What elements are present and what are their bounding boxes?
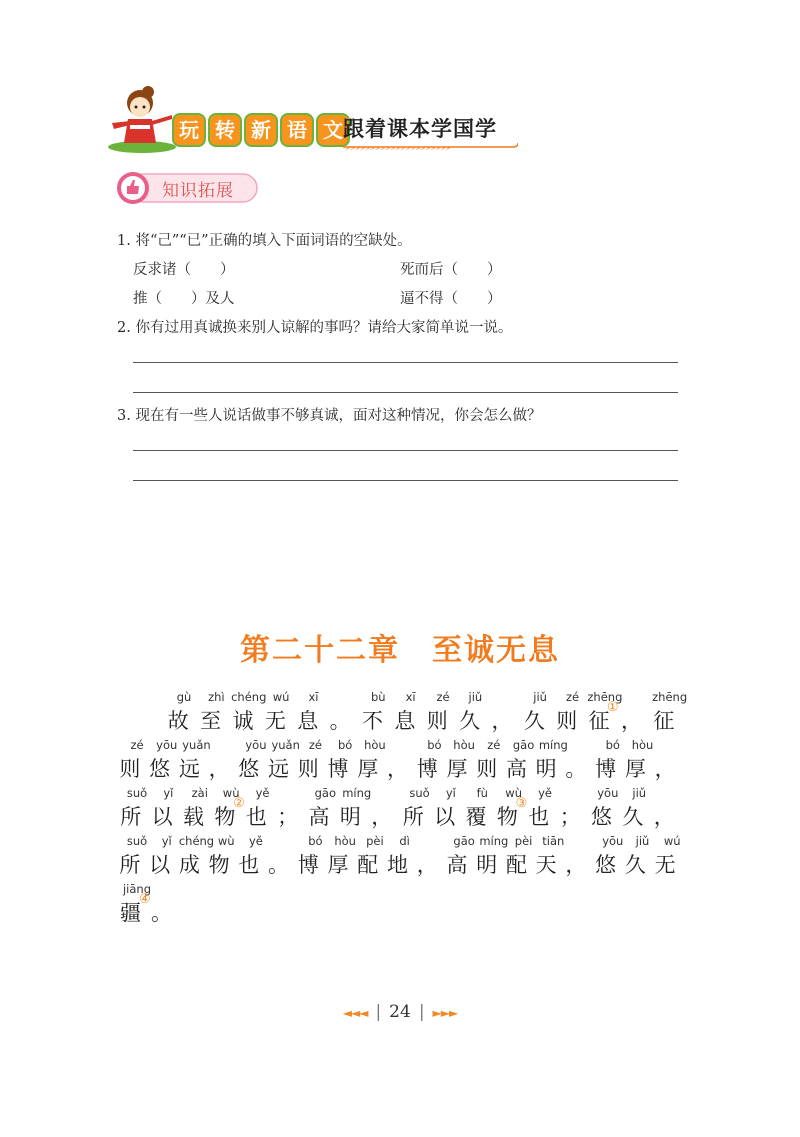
hanzi: 地 [386,853,408,877]
hanzi: 息 [297,709,319,733]
fill-item: 逼不得（ ） [400,291,502,307]
question-3: 3. 现在有一些人说话做事不够真诚，面对这种情况，你会怎么做？ [117,408,542,424]
text-line [0,834,800,882]
hanzi: 。 [565,757,587,781]
hanzi: 。 [151,901,172,925]
pinyin: wù [505,786,522,800]
pinyin: wú [272,690,290,704]
pinyin: jiǔ [635,834,650,848]
question-1: 1. 将“己”“已”正确的填入下面词语的空缺处。 [117,233,412,249]
hanzi: 久 [624,853,646,877]
hanzi: 配 [357,853,379,877]
hanzi: 明 [339,805,361,829]
pinyin: jiāng [122,882,152,896]
brand-char: 语 [280,113,314,147]
pinyin: zé [308,738,322,752]
chapter-title: 第二十二章 至诚无息 [240,633,560,668]
brand-char: 新 [244,113,278,147]
header-subtitle: 跟着课本学国学 [343,117,497,141]
pinyin: pèi [366,834,384,848]
hanzi: 博 [416,757,438,781]
hanzi: ， [653,805,675,829]
pinyin: xī [405,690,416,704]
brand-char: 玩 [172,113,206,147]
hanzi: 则 [476,757,498,781]
pinyin: zé [436,690,450,704]
question-2: 2. 你有过用真诚换来别人谅解的事吗？请给大家简单说一说。 [117,320,513,336]
pinyin: suǒ [409,786,430,800]
hanzi: 以 [151,805,173,829]
pinyin: gù [176,690,192,704]
hanzi: 悠 [591,805,613,829]
hanzi: ， [386,757,408,781]
pinyin: suǒ [126,786,148,800]
hanzi: 厚 [357,757,379,781]
pinyin: yōu [602,834,624,848]
pinyin: zé [565,690,580,704]
hanzi: 则 [297,757,319,781]
pinyin: yōu [156,738,178,752]
pinyin: bó [605,738,620,752]
pinyin: chéng [178,834,215,848]
hanzi: ， [208,757,230,781]
hanzi: 博 [327,757,349,781]
hanzi: 则 [119,757,141,781]
header-underline [343,143,518,151]
pinyin: hòu [364,738,386,752]
pinyin: bó [427,738,442,752]
hanzi: 厚 [624,757,646,781]
page-header [100,85,530,155]
brand-char: 转 [208,113,242,147]
hanzi: 疆 [120,901,141,925]
hanzi: 悠 [238,757,260,781]
pinyin: míng [538,738,568,752]
brand-title [172,113,350,147]
pinyin: suǒ [126,834,148,848]
brand-char: 文 [316,113,350,147]
answer-line[interactable] [133,392,678,393]
hanzi: 以 [434,805,456,829]
pinyin: pèi [514,834,533,848]
pinyin: zhēng [587,690,623,704]
hanzi: 远 [178,757,200,781]
pinyin: jiǔ [533,690,547,704]
hanzi: ， [654,757,676,781]
hanzi: 厚 [327,853,349,877]
hanzi: 物 [214,805,236,829]
answer-line[interactable] [133,362,678,363]
pinyin: xī [308,690,319,704]
hanzi: 诚 [232,709,254,733]
hanzi: ， [565,853,587,877]
text-line [0,882,800,930]
pinyin: yǐ [163,786,174,800]
pinyin: wú [663,834,681,848]
prev-arrows-icon: ◄◄◄ [342,1006,368,1020]
hanzi: 无 [264,709,286,733]
hanzi: ， [416,853,438,877]
page-footer: ◄◄◄ | 24 | ►►► [342,1002,458,1022]
hanzi: 博 [595,757,617,781]
hanzi: 不 [361,709,383,733]
hanzi: 。 [329,709,351,733]
hanzi: 息 [394,709,416,733]
hanzi: 久 [459,709,481,733]
footnote-marker: ④ [139,892,151,907]
hanzi: 征 [588,709,610,733]
hanzi: ； [277,805,299,829]
pinyin: míng [342,786,372,800]
pinyin: wù [217,834,235,848]
pinyin: yǐ [445,786,456,800]
hanzi: 高 [308,805,330,829]
fill-item: 反求诸（ ） [133,262,235,278]
hanzi: 悠 [149,757,171,781]
hanzi: 也 [238,853,260,877]
fill-item: 推（ ）及人 [133,291,235,307]
pinyin: jiǔ [632,786,647,800]
hanzi: ； [559,805,581,829]
hanzi: 覆 [465,805,487,829]
hanzi: 天 [535,853,557,877]
hanzi: 久 [622,805,644,829]
pinyin: zé [487,738,501,752]
pinyin: gāo [314,786,337,800]
hanzi: 久 [523,709,545,733]
pinyin: zhì [208,690,225,704]
pinyin: yě [255,786,270,800]
hanzi: 配 [505,853,527,877]
hanzi: 。 [268,853,290,877]
pinyin: hòu [334,834,356,848]
pinyin: yōu [597,786,619,800]
pinyin: yě [538,786,552,800]
hanzi: 物 [208,853,230,877]
pinyin: yuǎn [182,738,211,752]
hanzi: 物 [496,805,518,829]
pinyin: wù [222,786,240,800]
text-line [0,690,800,738]
footnote-marker: ② [233,796,245,811]
hanzi: 所 [119,853,141,877]
hanzi: 博 [297,853,319,877]
hanzi: 成 [178,853,200,877]
hanzi: 明 [476,853,498,877]
text-line [0,786,800,834]
hanzi: 悠 [595,853,617,877]
pinyin: bó [337,738,353,752]
pinyin: zhēng [652,690,688,704]
hanzi: 至 [200,709,222,733]
pinyin: míng [479,834,509,848]
hanzi: 远 [268,757,290,781]
hanzi: 厚 [446,757,468,781]
pinyin: gāo [453,834,475,848]
pinyin: yǐ [161,834,172,848]
hanzi: 则 [556,709,578,733]
svg-text:>>>>>>>>>>>>>>>>>>>>>: >>>>>>>>>>>>>>>>>>>>> [345,145,451,151]
hanzi: 故 [167,709,189,733]
pinyin: bó [308,834,323,848]
footnote-marker: ③ [515,796,528,811]
pinyin: jiǔ [468,690,483,704]
hanzi: 载 [182,805,204,829]
hanzi: 明 [535,757,557,781]
pinyin: yōu [245,738,267,752]
hanzi: 高 [446,853,468,877]
hanzi: ， [620,709,642,733]
pinyin: bù [370,690,386,704]
hanzi: 则 [426,709,448,733]
fill-item: 死而后（ ） [400,262,502,278]
hanzi: 所 [402,805,424,829]
hanzi: 以 [149,853,171,877]
pinyin: gāo [512,738,535,752]
page-number: 24 [389,1002,411,1022]
pinyin: yuǎn [271,738,300,752]
pinyin: dì [399,834,410,848]
hanzi: ， [491,709,513,733]
mascot-girl-icon [100,85,180,155]
pinyin: zài [191,786,208,800]
answer-line[interactable] [133,480,678,481]
pinyin: zé [130,738,144,752]
next-arrows-icon: ►►► [432,1006,458,1020]
text-line [0,738,800,786]
pinyin: tiān [542,834,565,848]
hanzi: 所 [120,805,142,829]
hanzi: 高 [505,757,527,781]
pinyin: yě [248,834,263,848]
answer-line[interactable] [133,450,678,451]
pinyin: fù [476,786,488,800]
hanzi: 无 [654,853,676,877]
hanzi: 也 [528,805,550,829]
pinyin: hòu [453,738,475,752]
hanzi: 也 [245,805,267,829]
pinyin: chéng [231,690,267,704]
footnote-marker: ① [606,700,619,715]
hanzi: ， [371,805,393,829]
hanzi: 征 [653,709,675,733]
pinyin: hòu [631,738,654,752]
section-badge-label: 知识拓展 [162,181,234,201]
